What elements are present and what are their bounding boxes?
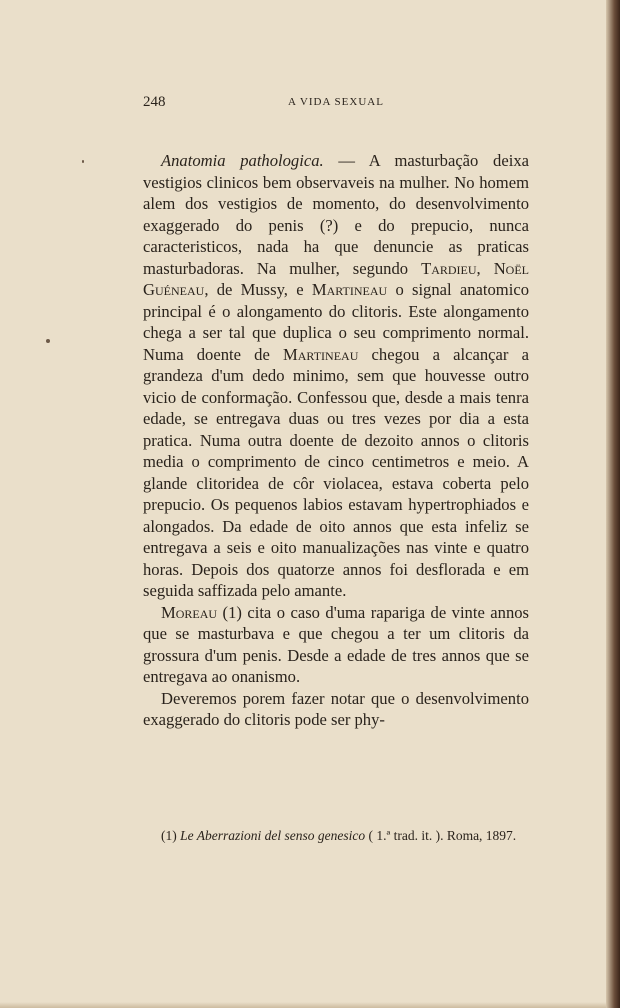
paragraph-text: , bbox=[476, 258, 494, 278]
footnote bbox=[143, 826, 529, 846]
author-name: Moreau bbox=[161, 602, 218, 622]
footnote-title: Le Aberrazioni del senso genesico bbox=[180, 828, 366, 843]
page-header bbox=[143, 94, 529, 114]
footnote-rest: ( 1.ª trad. it. ). Roma, 1897. bbox=[365, 828, 517, 843]
body-text bbox=[143, 150, 529, 731]
footnote-text bbox=[143, 826, 529, 846]
paragraph-text: , de Mussy, e bbox=[204, 280, 312, 299]
paragraph-anatomia bbox=[143, 150, 529, 602]
paragraph-moreau bbox=[143, 602, 529, 688]
footnote-marker: (1) bbox=[161, 828, 181, 843]
page-edge-shadow bbox=[606, 0, 620, 1008]
paragraph-deveremos bbox=[143, 688, 529, 731]
paper-speck bbox=[46, 339, 50, 343]
paragraph-text: — A masturbação deixa vestigios clinicos bem observaveis na mulher. No homem alem dos vestigios de momento, do desenvolvimento exaggerado do penis (?) e do prepucio, nunca caracteristicos, nada ha que denuncie as praticas masturbadoras. Na mulher, segundo bbox=[143, 151, 529, 278]
running-head: A VIDA SEXUAL bbox=[288, 96, 384, 108]
page-number: 248 bbox=[143, 94, 166, 110]
page-bottom-edge bbox=[0, 1002, 606, 1008]
paragraph-text: (1) cita o caso d'uma rapariga de vinte annos que se masturbava e que chegou a ter um clitoris da grossura d'um penis. Desde a edade de tres annos que se entregava ao onanismo. bbox=[143, 602, 529, 686]
author-name: Noël Guéneau bbox=[143, 258, 530, 299]
section-lead: Anatomia pathologica. bbox=[161, 151, 324, 170]
author-name: Tardieu bbox=[421, 258, 477, 278]
paragraph-text: o signal anatomico principal é o alongamento do clitoris. Este alongamento chega a ser tal que duplica o seu comprimento normal. Numa doente de bbox=[143, 280, 529, 364]
author-name: Martineau bbox=[311, 280, 388, 299]
paragraph-text: Deveremos porem fazer notar que o desenvolvimento exaggerado do clitoris pode ser phy- bbox=[143, 688, 529, 729]
paper-speck bbox=[82, 160, 84, 163]
paragraph-text: chegou a alcançar a grandeza d'um dedo minimo, sem que houvesse outro vicio de conformação. Confessou que, desde a mais tenra edade, se entregava duas ou tres vezes por dia a esta pratica. Numa outra doente de dezoito annos o clitoris media o comprimento de cinco centimetros e meio. A glande clitoridea de côr violacea, estava coberta pelo prepucio. Os pequenos labios estavam hypertrophiados e alongados. Da edade de oito annos que esta infeliz se entregava a seis e oito manualizações nas vinte e quatro horas. Depois dos quatorze annos foi desflorada e em seguida saffizada pelo amante. bbox=[143, 344, 529, 600]
author-name: Martineau bbox=[283, 344, 359, 364]
